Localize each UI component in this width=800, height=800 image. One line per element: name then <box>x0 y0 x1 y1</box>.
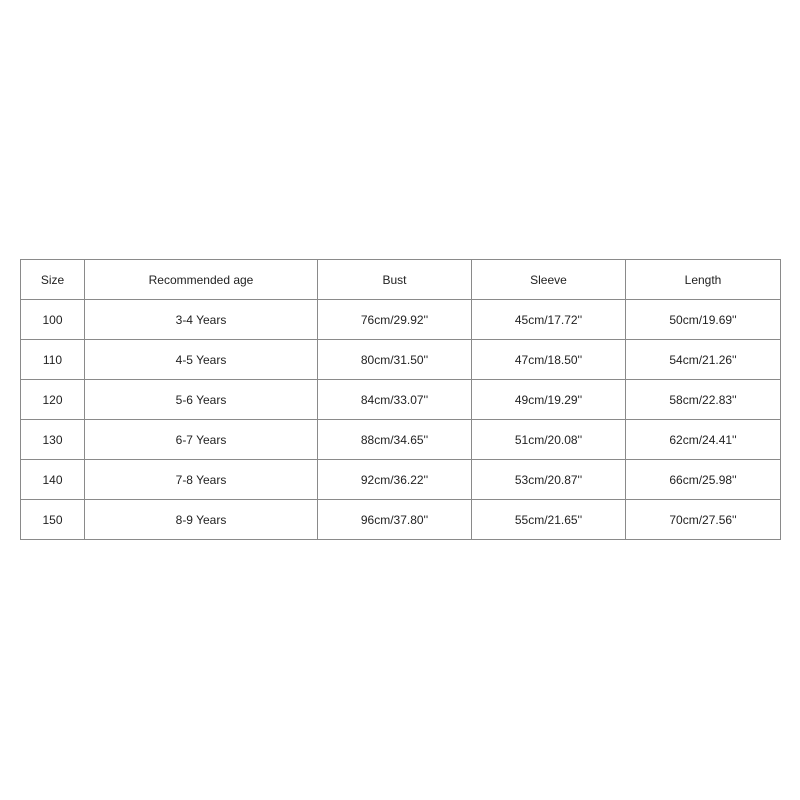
cell-size: 100 <box>21 300 85 340</box>
cell-bust: 84cm/33.07'' <box>318 380 472 420</box>
table-row <box>21 300 781 340</box>
cell-size: 140 <box>21 460 85 500</box>
cell-length: 62cm/24.41'' <box>626 420 781 460</box>
cell-bust: 92cm/36.22'' <box>318 460 472 500</box>
cell-sleeve: 49cm/19.29'' <box>472 380 626 420</box>
header-length: Length <box>626 260 781 300</box>
cell-length: 50cm/19.69'' <box>626 300 781 340</box>
cell-length: 54cm/21.26'' <box>626 340 781 380</box>
cell-length: 58cm/22.83'' <box>626 380 781 420</box>
cell-length: 70cm/27.56'' <box>626 500 781 540</box>
cell-sleeve: 47cm/18.50'' <box>472 340 626 380</box>
cell-sleeve: 45cm/17.72'' <box>472 300 626 340</box>
table-row <box>21 340 781 380</box>
header-bust: Bust <box>318 260 472 300</box>
header-sleeve: Sleeve <box>472 260 626 300</box>
header-size: Size <box>21 260 85 300</box>
cell-length: 66cm/25.98'' <box>626 460 781 500</box>
cell-recommended-age: 5-6 Years <box>85 380 318 420</box>
cell-size: 150 <box>21 500 85 540</box>
cell-bust: 80cm/31.50'' <box>318 340 472 380</box>
table-row <box>21 500 781 540</box>
table-row <box>21 420 781 460</box>
cell-bust: 88cm/34.65'' <box>318 420 472 460</box>
table-row <box>21 460 781 500</box>
size-chart-table <box>20 259 781 540</box>
cell-size: 130 <box>21 420 85 460</box>
cell-bust: 76cm/29.92'' <box>318 300 472 340</box>
cell-sleeve: 53cm/20.87'' <box>472 460 626 500</box>
table-header-row <box>21 260 781 300</box>
cell-size: 120 <box>21 380 85 420</box>
cell-recommended-age: 6-7 Years <box>85 420 318 460</box>
cell-sleeve: 55cm/21.65'' <box>472 500 626 540</box>
cell-size: 110 <box>21 340 85 380</box>
cell-recommended-age: 7-8 Years <box>85 460 318 500</box>
cell-recommended-age: 3-4 Years <box>85 300 318 340</box>
cell-recommended-age: 8-9 Years <box>85 500 318 540</box>
cell-sleeve: 51cm/20.08'' <box>472 420 626 460</box>
header-recommended-age: Recommended age <box>85 260 318 300</box>
cell-recommended-age: 4-5 Years <box>85 340 318 380</box>
cell-bust: 96cm/37.80'' <box>318 500 472 540</box>
table-row <box>21 380 781 420</box>
